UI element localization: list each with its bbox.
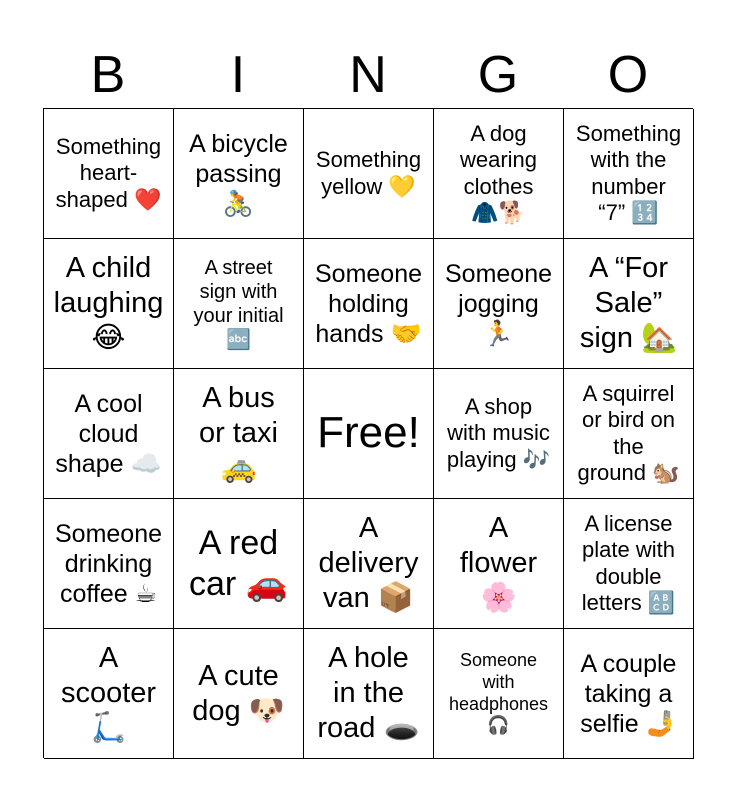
cell-text: A bus or taxi 🚕 (199, 382, 278, 484)
bingo-cell-r5c2[interactable] (174, 629, 304, 759)
bingo-cell-r1c4[interactable] (434, 109, 564, 239)
bingo-cell-r1c5[interactable] (564, 109, 694, 239)
cell-text: Something with the number “7” 🔢 (575, 120, 682, 225)
cell-text: Someone drinking coffee ☕ (54, 519, 163, 608)
cell-text: A cute dog 🐶 (192, 659, 285, 727)
bingo-cell-r3c1[interactable] (44, 369, 174, 499)
cell-text: A cool cloud shape ☁️ (55, 389, 162, 478)
cell-text: A squirrel or bird on the ground 🐿️ (577, 380, 680, 485)
header-letter-o: O (607, 46, 649, 104)
bingo-cell-r4c2[interactable] (174, 499, 304, 629)
cell-text: A bicycle passing 🚴 (189, 129, 288, 218)
bingo-board (43, 108, 693, 758)
bingo-cell-r1c2[interactable] (174, 109, 304, 239)
header-letter-n: N (349, 46, 387, 104)
cell-text: A couple taking a selfie 🤳 (580, 649, 677, 738)
bingo-cell-r2c3[interactable] (304, 239, 434, 369)
bingo-cell-r3c2[interactable] (174, 369, 304, 499)
bingo-cell-r3c4[interactable] (434, 369, 564, 499)
bingo-cell-r2c1[interactable] (44, 239, 174, 369)
cell-text: Something yellow 💛 (315, 147, 422, 199)
cell-text: A hole in the road 🕳️ (317, 642, 420, 744)
bingo-cell-r1c3[interactable] (304, 109, 434, 239)
bingo-cell-r1c1[interactable] (44, 109, 174, 239)
header-letter-g: G (477, 46, 519, 104)
bingo-cell-r2c5[interactable] (564, 239, 694, 369)
cell-text: A scooter 🛴 (60, 642, 157, 744)
free-space-text: Free! (317, 408, 420, 458)
cell-text: A dog wearing clothes 🧥🐕 (459, 120, 538, 225)
cell-text: A shop with music playing 🎶 (446, 393, 551, 472)
bingo-cell-r4c1[interactable] (44, 499, 174, 629)
bingo-cell-r2c2[interactable] (174, 239, 304, 369)
cell-text: Someone jogging 🏃 (444, 259, 553, 348)
cell-text: A delivery van 📦 (318, 512, 419, 614)
bingo-cell-r4c3[interactable] (304, 499, 434, 629)
cell-text: Someone holding hands 🤝 (314, 259, 423, 348)
cell-text: A child laughing 😂 (53, 252, 164, 354)
bingo-cell-r3c5[interactable] (564, 369, 694, 499)
header-letter-b: B (90, 46, 126, 104)
bingo-cell-r5c4[interactable] (434, 629, 564, 759)
bingo-header (43, 40, 693, 110)
cell-text: A license plate with double letters 🔠 (581, 510, 676, 615)
cell-text: A red car 🚗 (188, 523, 288, 603)
cell-text: Someone with headphones 🎧 (448, 650, 549, 736)
bingo-cell-r3c3-free-space[interactable] (304, 369, 434, 499)
cell-text: A “For Sale” sign 🏡 (579, 252, 678, 354)
bingo-cell-r5c5[interactable] (564, 629, 694, 759)
cell-text: A flower 🌸 (459, 512, 538, 614)
bingo-cell-r4c4[interactable] (434, 499, 564, 629)
bingo-cell-r2c4[interactable] (434, 239, 564, 369)
bingo-cell-r4c5[interactable] (564, 499, 694, 629)
bingo-cell-r5c1[interactable] (44, 629, 174, 759)
cell-text: Something heart- shaped ❤️ (55, 133, 162, 212)
bingo-cell-r5c3[interactable] (304, 629, 434, 759)
header-letter-i: I (230, 46, 246, 104)
cell-text: A street sign with your initial 🔤 (193, 256, 284, 351)
